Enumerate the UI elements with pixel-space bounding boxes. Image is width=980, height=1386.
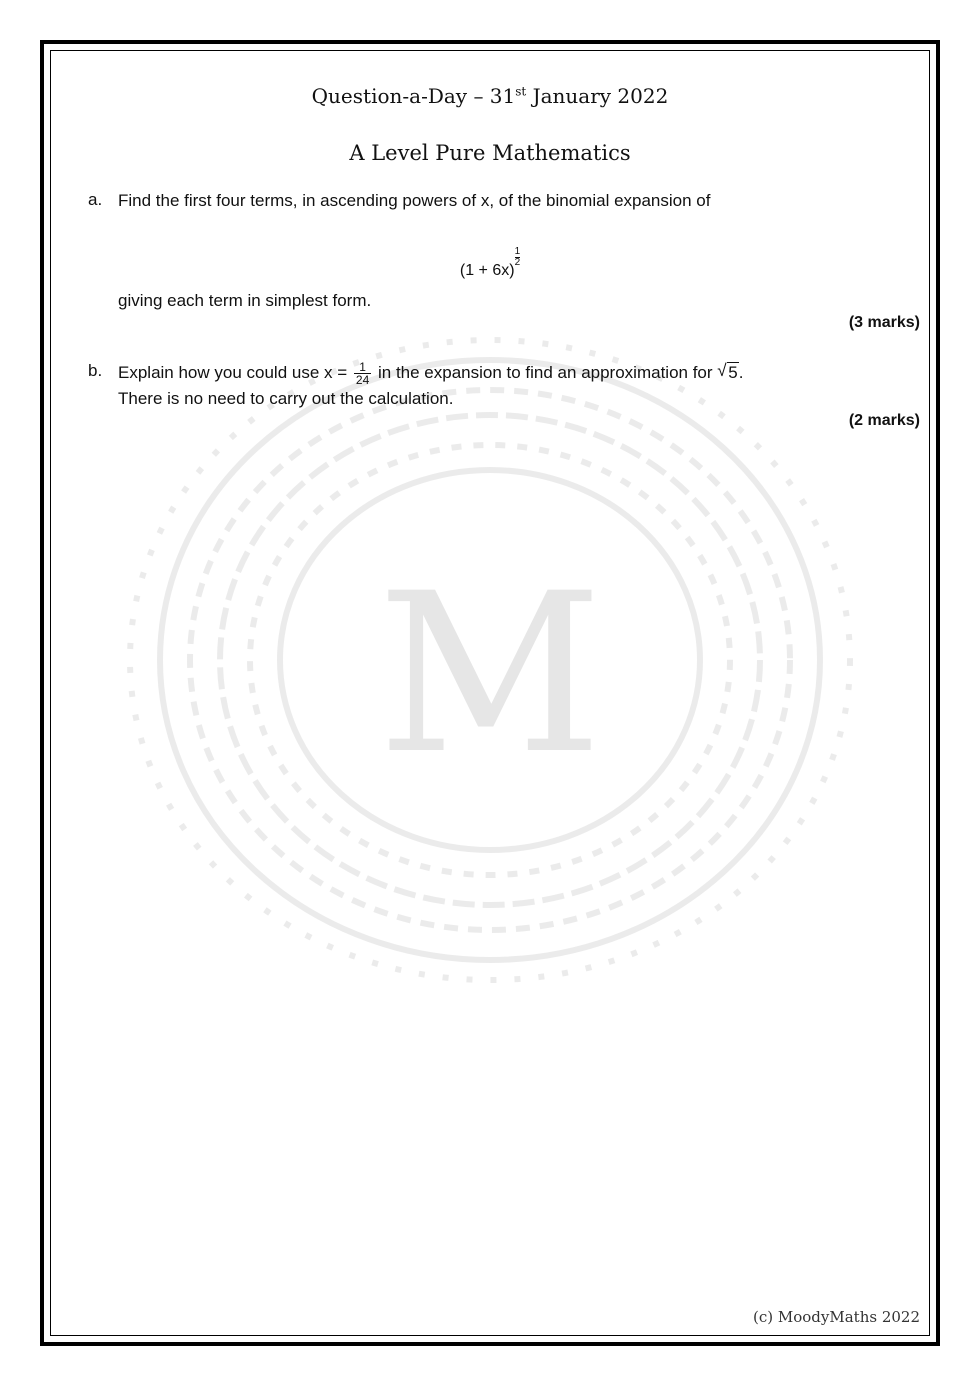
square-root: √ 5 [717,360,738,382]
page-border [40,40,940,1346]
page-title: Question-a-Day – 31st January 2022 [311,84,669,108]
part-b-letter: b. [88,361,103,380]
watermark-letter: M [377,546,603,802]
part-b-question: Explain how you could use x = $\frac{1}{24}$ in the expansion to find an approximation for √ 5. [118,360,744,387]
x-fraction: $\frac{1}{24}$ [355,360,370,387]
page-border-inner [50,50,930,1336]
exponent-fraction: $\frac{1}{2}$ [514,246,521,268]
binomial-expression: (1 + 6x) $\frac{1}{2}$ [459,246,521,279]
part-b-note: There is no need to carry out the calculation. [118,389,454,408]
part-b-marks: (2 marks) [848,412,920,429]
part-a-question: Find the first four terms, in ascending powers of x, of the binomial expansion of [118,191,711,210]
page-subtitle: A Level Pure Mathematics [349,141,631,165]
part-a-letter: a. [88,190,103,209]
part-a-marks: (3 marks) [848,314,920,331]
copyright-footer: (c) MoodyMaths 2022 [753,1308,920,1326]
part-a-instruction: giving each term in simplest form. [118,291,372,310]
